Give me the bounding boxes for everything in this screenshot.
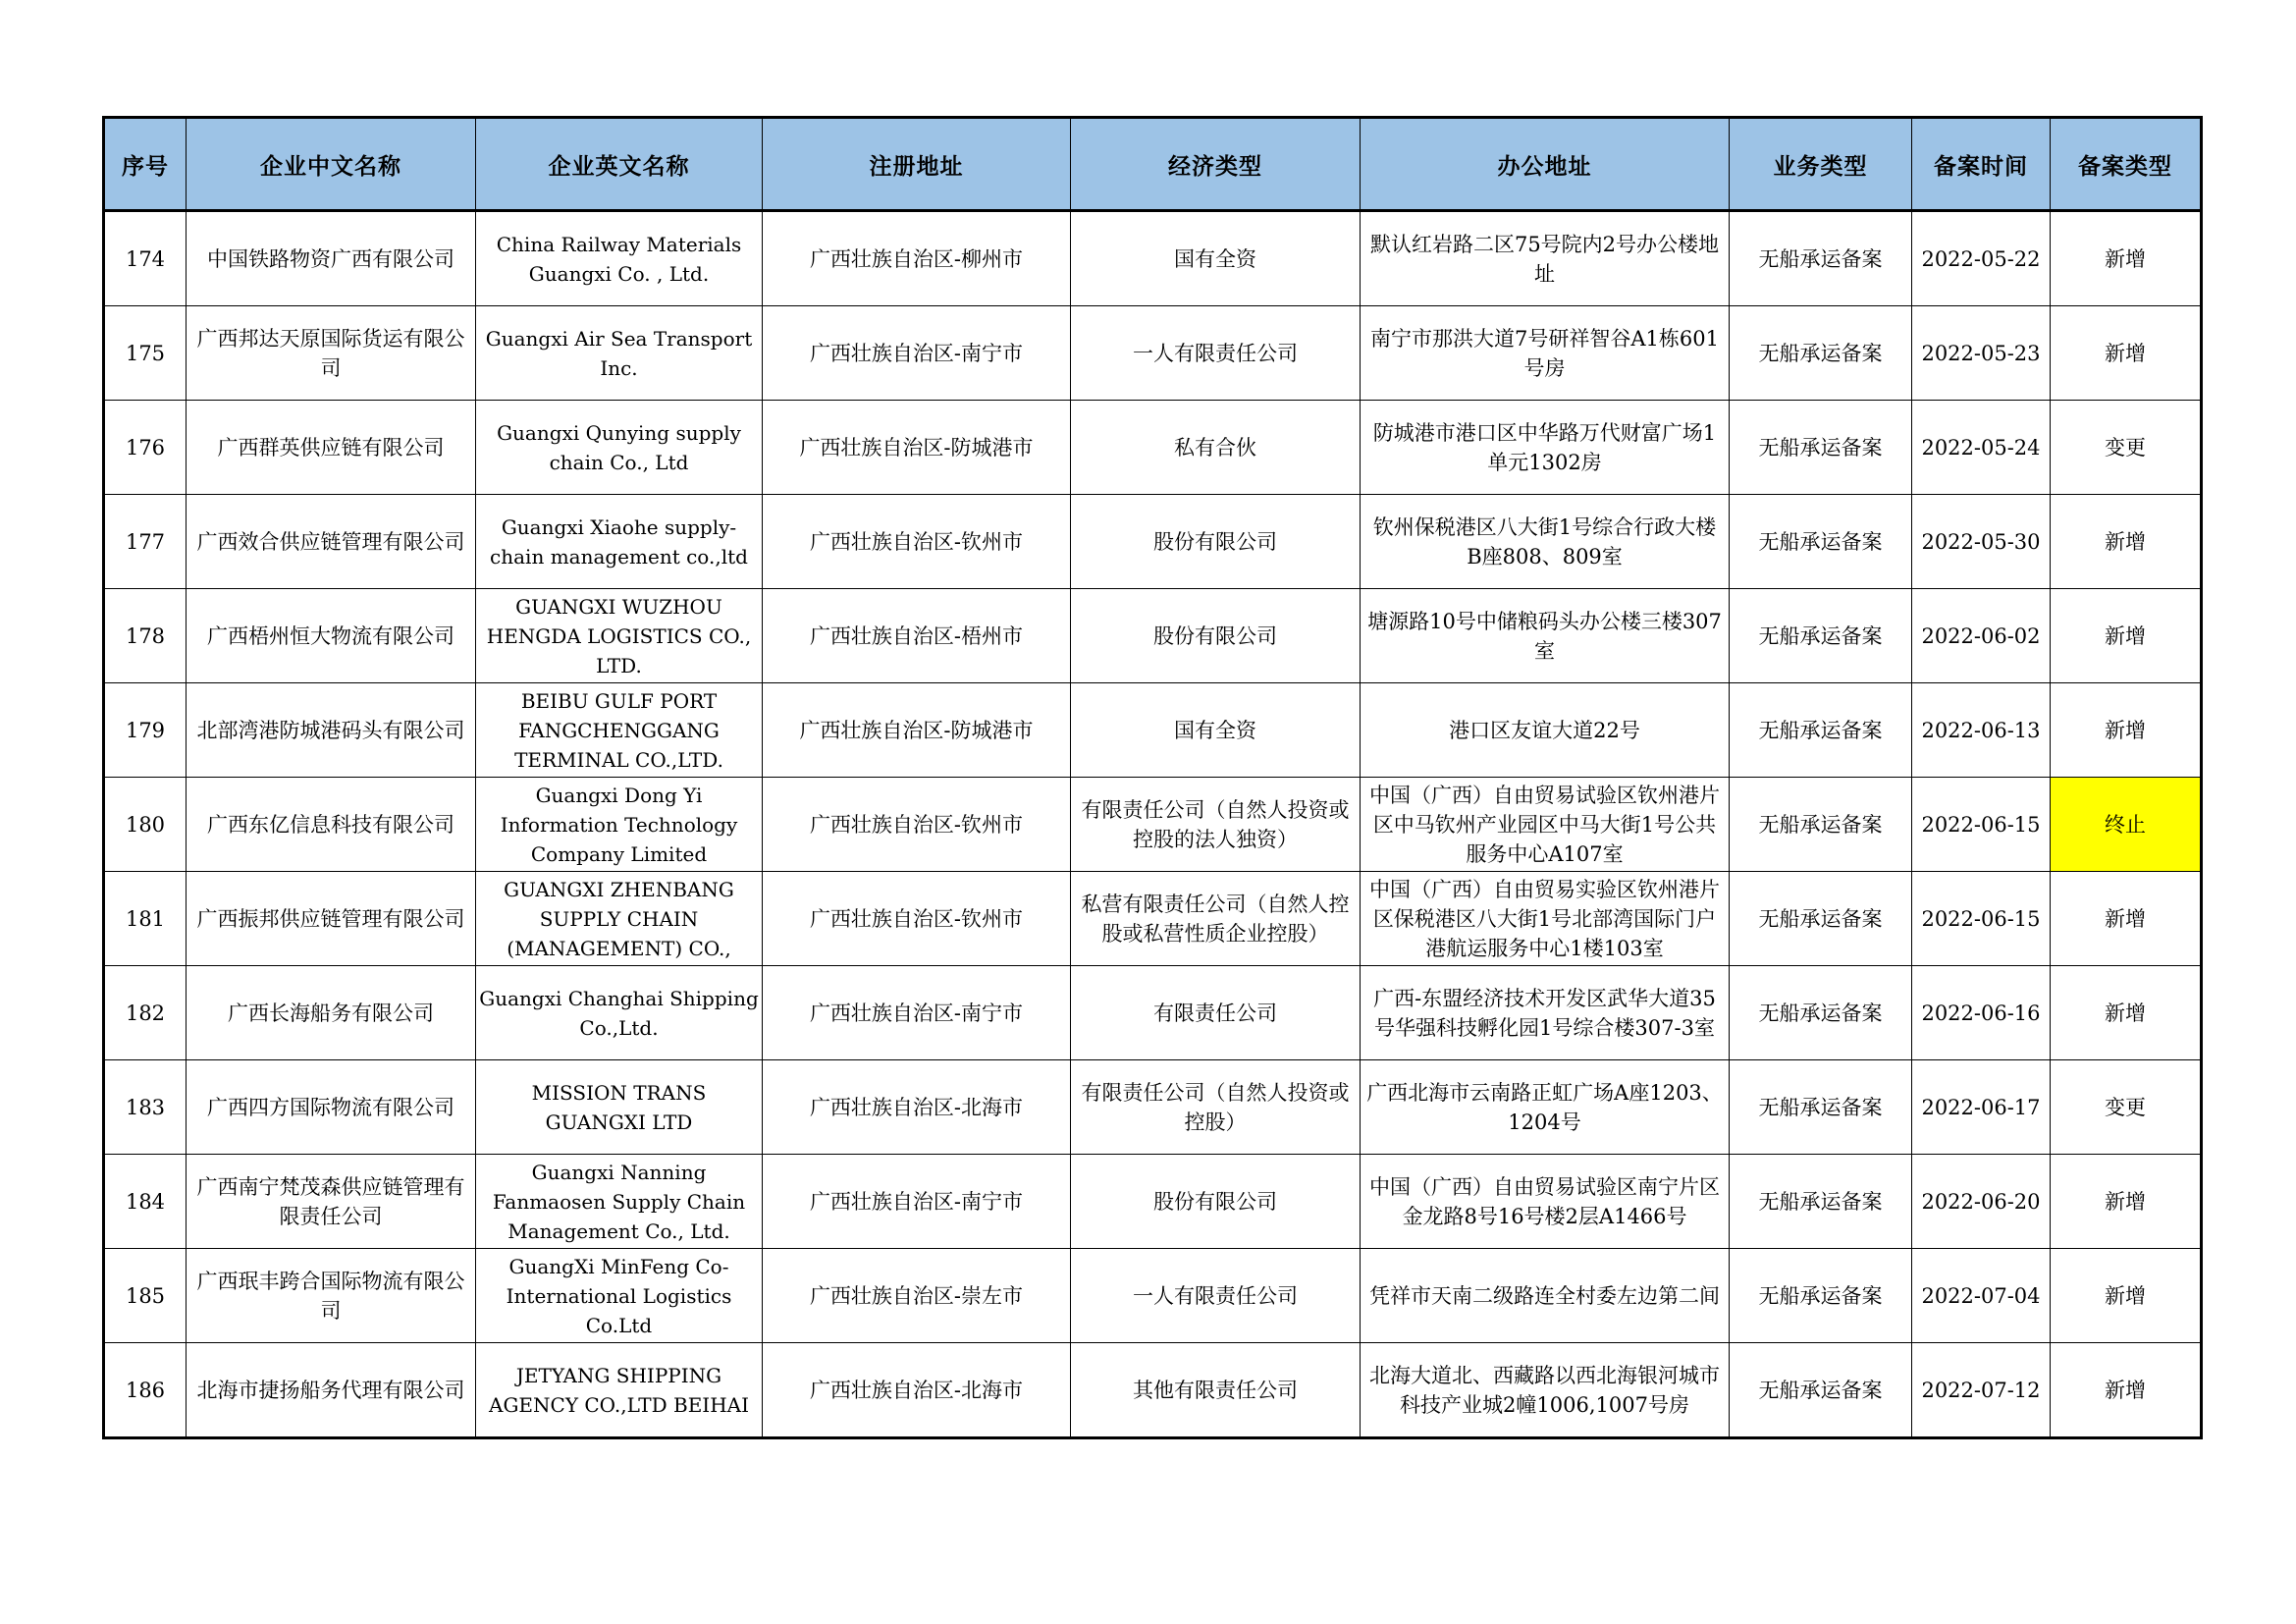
english-name-cell: GUANGXI ZHENBANG SUPPLY CHAIN (MANAGEMENT) CO., (476, 872, 763, 966)
table-row (104, 872, 2202, 966)
chinese-name-cell: 北海市捷扬船务代理有限公司 (187, 1343, 476, 1438)
table-row (104, 1060, 2202, 1155)
filing-type-cell: 变更 (2051, 401, 2202, 495)
filing-type-cell: 新增 (2051, 1155, 2202, 1249)
english-name-cell: BEIBU GULF PORT FANGCHENGGANG TERMINAL CO.,LTD. (476, 683, 763, 778)
business-type-cell: 无船承运备案 (1730, 495, 1912, 589)
business-type-cell: 无船承运备案 (1730, 1060, 1912, 1155)
filing-date-cell: 2022-06-13 (1912, 683, 2051, 778)
registered-address-cell: 广西壮族自治区-梧州市 (763, 589, 1071, 683)
filing-type-cell: 新增 (2051, 495, 2202, 589)
english-name-cell: Guangxi Changhai Shipping Co.,Ltd. (476, 966, 763, 1060)
business-type-cell: 无船承运备案 (1730, 966, 1912, 1060)
filing-date-cell: 2022-05-24 (1912, 401, 2051, 495)
office-address-cell: 港口区友谊大道22号 (1361, 683, 1730, 778)
serial-number-cell: 177 (104, 495, 187, 589)
economic-type-cell: 股份有限公司 (1071, 495, 1361, 589)
english-name-cell: China Railway Materials Guangxi Co. , Ltd. (476, 211, 763, 306)
economic-type-cell: 其他有限责任公司 (1071, 1343, 1361, 1438)
serial-number-cell: 175 (104, 306, 187, 401)
filing-date-cell: 2022-06-02 (1912, 589, 2051, 683)
english-name-cell: Guangxi Dong Yi Information Technology Company Limited (476, 778, 763, 872)
business-type-cell: 无船承运备案 (1730, 683, 1912, 778)
filing-registry-table (102, 116, 2203, 1439)
table-row (104, 1155, 2202, 1249)
english-name-cell: Guangxi Air Sea Transport Inc. (476, 306, 763, 401)
chinese-name-cell: 广西东亿信息科技有限公司 (187, 778, 476, 872)
header-filing-date: 备案时间 (1912, 118, 2051, 211)
office-address-cell: 塘源路10号中储粮码头办公楼三楼307室 (1361, 589, 1730, 683)
table-row (104, 966, 2202, 1060)
chinese-name-cell: 广西长海船务有限公司 (187, 966, 476, 1060)
chinese-name-cell: 广西群英供应链有限公司 (187, 401, 476, 495)
serial-number-cell: 182 (104, 966, 187, 1060)
office-address-cell: 钦州保税港区八大街1号综合行政大楼B座808、809室 (1361, 495, 1730, 589)
business-type-cell: 无船承运备案 (1730, 589, 1912, 683)
header-office-address: 办公地址 (1361, 118, 1730, 211)
filing-date-cell: 2022-07-04 (1912, 1249, 2051, 1343)
english-name-cell: MISSION TRANS GUANGXI LTD (476, 1060, 763, 1155)
chinese-name-cell: 广西四方国际物流有限公司 (187, 1060, 476, 1155)
registered-address-cell: 广西壮族自治区-防城港市 (763, 401, 1071, 495)
filing-type-cell: 新增 (2051, 683, 2202, 778)
economic-type-cell: 有限责任公司 (1071, 966, 1361, 1060)
office-address-cell: 中国（广西）自由贸易实验区钦州港片区保税港区八大街1号北部湾国际门户港航运服务中心1楼103室 (1361, 872, 1730, 966)
table-row (104, 778, 2202, 872)
business-type-cell: 无船承运备案 (1730, 1343, 1912, 1438)
registered-address-cell: 广西壮族自治区-南宁市 (763, 1155, 1071, 1249)
economic-type-cell: 一人有限责任公司 (1071, 306, 1361, 401)
header-serial-number: 序号 (104, 118, 187, 211)
serial-number-cell: 176 (104, 401, 187, 495)
filing-type-cell: 新增 (2051, 1249, 2202, 1343)
filing-date-cell: 2022-06-15 (1912, 778, 2051, 872)
serial-number-cell: 174 (104, 211, 187, 306)
table-row (104, 401, 2202, 495)
serial-number-cell: 183 (104, 1060, 187, 1155)
business-type-cell: 无船承运备案 (1730, 1249, 1912, 1343)
serial-number-cell: 185 (104, 1249, 187, 1343)
serial-number-cell: 186 (104, 1343, 187, 1438)
economic-type-cell: 有限责任公司（自然人投资或控股的法人独资） (1071, 778, 1361, 872)
chinese-name-cell: 广西南宁梵茂森供应链管理有限责任公司 (187, 1155, 476, 1249)
english-name-cell: GuangXi MinFeng Co-International Logistics Co.Ltd (476, 1249, 763, 1343)
table-header (104, 118, 2202, 211)
business-type-cell: 无船承运备案 (1730, 401, 1912, 495)
office-address-cell: 中国（广西）自由贸易试验区钦州港片区中马钦州产业园区中马大街1号公共服务中心A107室 (1361, 778, 1730, 872)
table-row (104, 1249, 2202, 1343)
business-type-cell: 无船承运备案 (1730, 778, 1912, 872)
filing-type-cell: 新增 (2051, 872, 2202, 966)
economic-type-cell: 私营有限责任公司（自然人控股或私营性质企业控股） (1071, 872, 1361, 966)
serial-number-cell: 181 (104, 872, 187, 966)
chinese-name-cell: 北部湾港防城港码头有限公司 (187, 683, 476, 778)
english-name-cell: Guangxi Qunying supply chain Co., Ltd (476, 401, 763, 495)
table-row (104, 1343, 2202, 1438)
english-name-cell: GUANGXI WUZHOU HENGDA LOGISTICS CO., LTD. (476, 589, 763, 683)
registered-address-cell: 广西壮族自治区-崇左市 (763, 1249, 1071, 1343)
economic-type-cell: 私有合伙 (1071, 401, 1361, 495)
english-name-cell: JETYANG SHIPPING AGENCY CO.,LTD BEIHAI (476, 1343, 763, 1438)
filing-type-cell: 新增 (2051, 306, 2202, 401)
office-address-cell: 凭祥市天南二级路连全村委左边第二间 (1361, 1249, 1730, 1343)
registered-address-cell: 广西壮族自治区-南宁市 (763, 306, 1071, 401)
table-row (104, 683, 2202, 778)
filing-date-cell: 2022-06-15 (1912, 872, 2051, 966)
office-address-cell: 广西北海市云南路正虹广场A座1203、1204号 (1361, 1060, 1730, 1155)
header-chinese-name: 企业中文名称 (187, 118, 476, 211)
filing-type-cell: 新增 (2051, 589, 2202, 683)
chinese-name-cell: 广西梧州恒大物流有限公司 (187, 589, 476, 683)
chinese-name-cell: 广西邦达天原国际货运有限公司 (187, 306, 476, 401)
business-type-cell: 无船承运备案 (1730, 306, 1912, 401)
filing-date-cell: 2022-05-22 (1912, 211, 2051, 306)
business-type-cell: 无船承运备案 (1730, 872, 1912, 966)
serial-number-cell: 178 (104, 589, 187, 683)
serial-number-cell: 184 (104, 1155, 187, 1249)
header-business-type: 业务类型 (1730, 118, 1912, 211)
english-name-cell: Guangxi Nanning Fanmaosen Supply Chain Management Co., Ltd. (476, 1155, 763, 1249)
registered-address-cell: 广西壮族自治区-防城港市 (763, 683, 1071, 778)
registered-address-cell: 广西壮族自治区-南宁市 (763, 966, 1071, 1060)
chinese-name-cell: 广西振邦供应链管理有限公司 (187, 872, 476, 966)
header-english-name: 企业英文名称 (476, 118, 763, 211)
registered-address-cell: 广西壮族自治区-柳州市 (763, 211, 1071, 306)
registered-address-cell: 广西壮族自治区-北海市 (763, 1060, 1071, 1155)
economic-type-cell: 股份有限公司 (1071, 1155, 1361, 1249)
economic-type-cell: 有限责任公司（自然人投资或控股） (1071, 1060, 1361, 1155)
table-row (104, 589, 2202, 683)
table-row (104, 495, 2202, 589)
registered-address-cell: 广西壮族自治区-钦州市 (763, 872, 1071, 966)
filing-type-cell: 新增 (2051, 966, 2202, 1060)
filing-date-cell: 2022-05-30 (1912, 495, 2051, 589)
economic-type-cell: 国有全资 (1071, 211, 1361, 306)
office-address-cell: 北海大道北、西藏路以西北海银河城市科技产业城2幢1006,1007号房 (1361, 1343, 1730, 1438)
office-address-cell: 默认红岩路二区75号院内2号办公楼地址 (1361, 211, 1730, 306)
filing-type-cell: 新增 (2051, 1343, 2202, 1438)
business-type-cell: 无船承运备案 (1730, 1155, 1912, 1249)
filing-type-cell: 变更 (2051, 1060, 2202, 1155)
economic-type-cell: 股份有限公司 (1071, 589, 1361, 683)
table-body (104, 211, 2202, 1438)
office-address-cell: 广西-东盟经济技术开发区武华大道35号华强科技孵化园1号综合楼307-3室 (1361, 966, 1730, 1060)
filing-date-cell: 2022-06-17 (1912, 1060, 2051, 1155)
office-address-cell: 中国（广西）自由贸易试验区南宁片区金龙路8号16号楼2层A1466号 (1361, 1155, 1730, 1249)
economic-type-cell: 一人有限责任公司 (1071, 1249, 1361, 1343)
chinese-name-cell: 广西效合供应链管理有限公司 (187, 495, 476, 589)
registered-address-cell: 广西壮族自治区-北海市 (763, 1343, 1071, 1438)
serial-number-cell: 179 (104, 683, 187, 778)
registered-address-cell: 广西壮族自治区-钦州市 (763, 778, 1071, 872)
registered-address-cell: 广西壮族自治区-钦州市 (763, 495, 1071, 589)
office-address-cell: 防城港市港口区中华路万代财富广场1单元1302房 (1361, 401, 1730, 495)
header-registered-address: 注册地址 (763, 118, 1071, 211)
filing-date-cell: 2022-07-12 (1912, 1343, 2051, 1438)
chinese-name-cell: 广西珉丰跨合国际物流有限公司 (187, 1249, 476, 1343)
filing-date-cell: 2022-06-16 (1912, 966, 2051, 1060)
header-economic-type: 经济类型 (1071, 118, 1361, 211)
business-type-cell: 无船承运备案 (1730, 211, 1912, 306)
economic-type-cell: 国有全资 (1071, 683, 1361, 778)
english-name-cell: Guangxi Xiaohe supply-chain management co.,ltd (476, 495, 763, 589)
serial-number-cell: 180 (104, 778, 187, 872)
filing-date-cell: 2022-06-20 (1912, 1155, 2051, 1249)
table-row (104, 306, 2202, 401)
filing-date-cell: 2022-05-23 (1912, 306, 2051, 401)
filing-type-cell: 终止 (2051, 778, 2202, 872)
office-address-cell: 南宁市那洪大道7号研祥智谷A1栋601号房 (1361, 306, 1730, 401)
header-row (104, 118, 2202, 211)
header-filing-type: 备案类型 (2051, 118, 2202, 211)
table-row (104, 211, 2202, 306)
filing-type-cell: 新增 (2051, 211, 2202, 306)
chinese-name-cell: 中国铁路物资广西有限公司 (187, 211, 476, 306)
